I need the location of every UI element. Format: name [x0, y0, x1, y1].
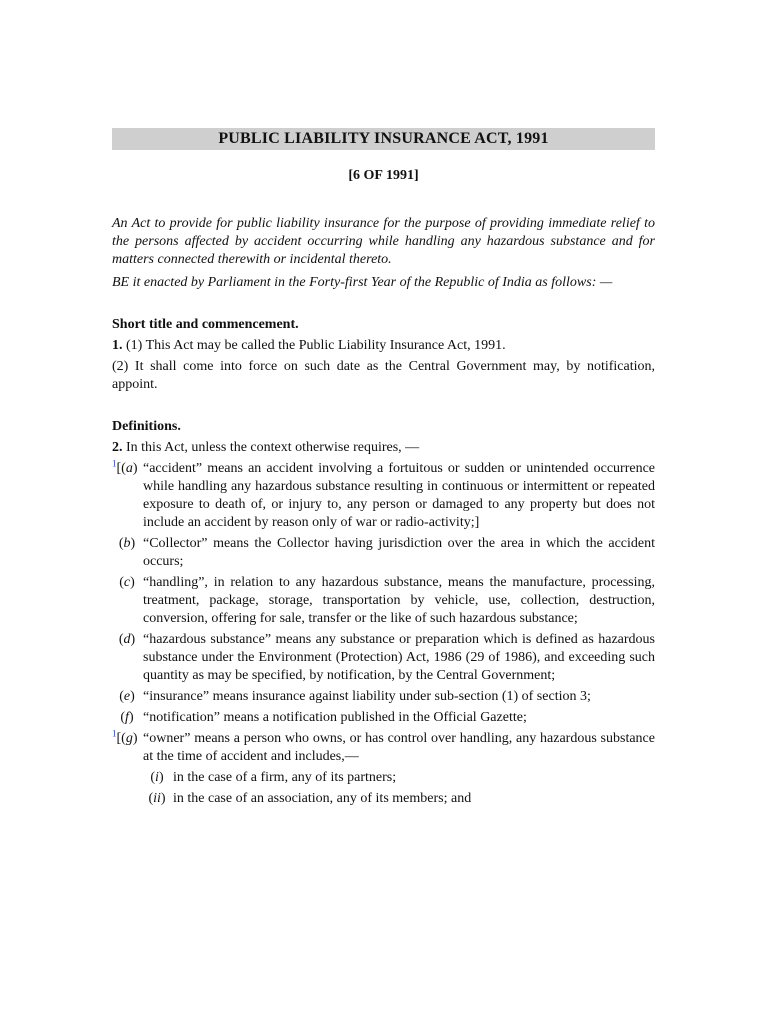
- definition-text: “notification” means a notification published in the Official Gazette;: [143, 710, 527, 725]
- definition-item: [112, 460, 655, 532]
- section-1-sub-1: [112, 337, 655, 355]
- definition-item: [112, 574, 655, 628]
- subclause-item: [112, 790, 655, 808]
- definitions-list: [112, 460, 655, 808]
- definition-item: [112, 631, 655, 685]
- definition-item: [112, 730, 655, 766]
- definition-label: $^1$[(g): [112, 728, 138, 746]
- section-1-heading: Short title and commencement.: [112, 317, 299, 332]
- section-2-intro-text: In this Act, unless the context otherwise requires, —: [126, 440, 420, 455]
- definition-text: “hazardous substance” means any substance or preparation which is defined as hazardous substance under the Environment (Protection) Act, 1986 (29 of 1986), and exceeding such quantity as may be specified, by notification, by the Central Government;: [143, 632, 655, 683]
- definition-letter: f: [125, 710, 129, 725]
- definition-text: “insurance” means insurance against liability under sub-section (1) of section 3;: [143, 689, 591, 704]
- definition-text: “owner” means a person who owns, or has control over handling, any hazardous substance at the time of accident and includes,—: [143, 731, 655, 764]
- section-2-number: 2.: [112, 440, 123, 455]
- subclause-item: [112, 769, 655, 787]
- document-title: PUBLIC LIABILITY INSURANCE ACT, 1991: [112, 128, 655, 150]
- definition-label: (e): [119, 689, 135, 704]
- definition-label: (f): [120, 710, 134, 725]
- definition-letter: b: [123, 536, 131, 551]
- definition-letter: g: [125, 731, 133, 746]
- definition-label: (c): [119, 575, 135, 590]
- subclause-text: in the case of an association, any of its members; and: [173, 791, 472, 806]
- definition-item: [112, 535, 655, 571]
- definition-letter: e: [123, 689, 131, 704]
- section-1-sub-1-text: (1) This Act may be called the Public Liability Insurance Act, 1991.: [126, 338, 506, 353]
- definition-letter: d: [123, 632, 131, 647]
- definition-text: “handling”, in relation to any hazardous substance, means the manufacture, processing, treatment, package, storage, transportation by vehicle, use, collection, destruction, conversion, offering for sale, transfer or the like of such hazardous substance;: [143, 575, 655, 626]
- subclause-text: in the case of a firm, any of its partners;: [173, 770, 397, 785]
- definition-label: $^1$[(a): [112, 458, 138, 476]
- act-number: [6 OF 1991]: [348, 168, 419, 183]
- enactment-clause: BE it enacted by Parliament in the Forty-first Year of the Republic of India as follows: —: [112, 275, 613, 290]
- definition-letter: a: [125, 461, 133, 476]
- definition-item: [112, 709, 655, 727]
- subclause-roman: i: [155, 770, 159, 785]
- definition-letter: c: [123, 575, 131, 590]
- section-2-intro: [112, 439, 655, 457]
- subclause-label: (i): [150, 770, 164, 785]
- definition-label: (d): [118, 632, 136, 647]
- footnote-marker: 1: [112, 458, 117, 469]
- preamble-text: An Act to provide for public liability insurance for the purpose of providing immediate relief to the persons affected by accident occurring while handling any hazardous substance and for matters connected therewith or incidental thereto.: [112, 216, 655, 267]
- section-1-number: 1.: [112, 338, 123, 353]
- subclause-roman: ii: [153, 791, 161, 806]
- preamble: [112, 215, 655, 292]
- definition-item: [112, 688, 655, 706]
- definition-label: (b): [118, 536, 136, 551]
- definition-text: “Collector” means the Collector having jurisdiction over the area in which the accident occurs;: [143, 536, 655, 569]
- subclause-label: (ii): [148, 791, 166, 806]
- document-page: [112, 128, 655, 808]
- footnote-marker: 1: [112, 728, 117, 739]
- definition-text: “accident” means an accident involving a fortuitous or sudden or unintended occurrence while handling any hazardous substance resulting in continuous or intermittent or repeated exposure to death of, or injury to, any person or damaged to any property but does not include an accident by reason only of war or radio-activity;]: [143, 461, 655, 530]
- section-1-sub-2: (2) It shall come into force on such date as the Central Government may, by notification, appoint.: [112, 359, 655, 392]
- section-2-heading: Definitions.: [112, 419, 181, 434]
